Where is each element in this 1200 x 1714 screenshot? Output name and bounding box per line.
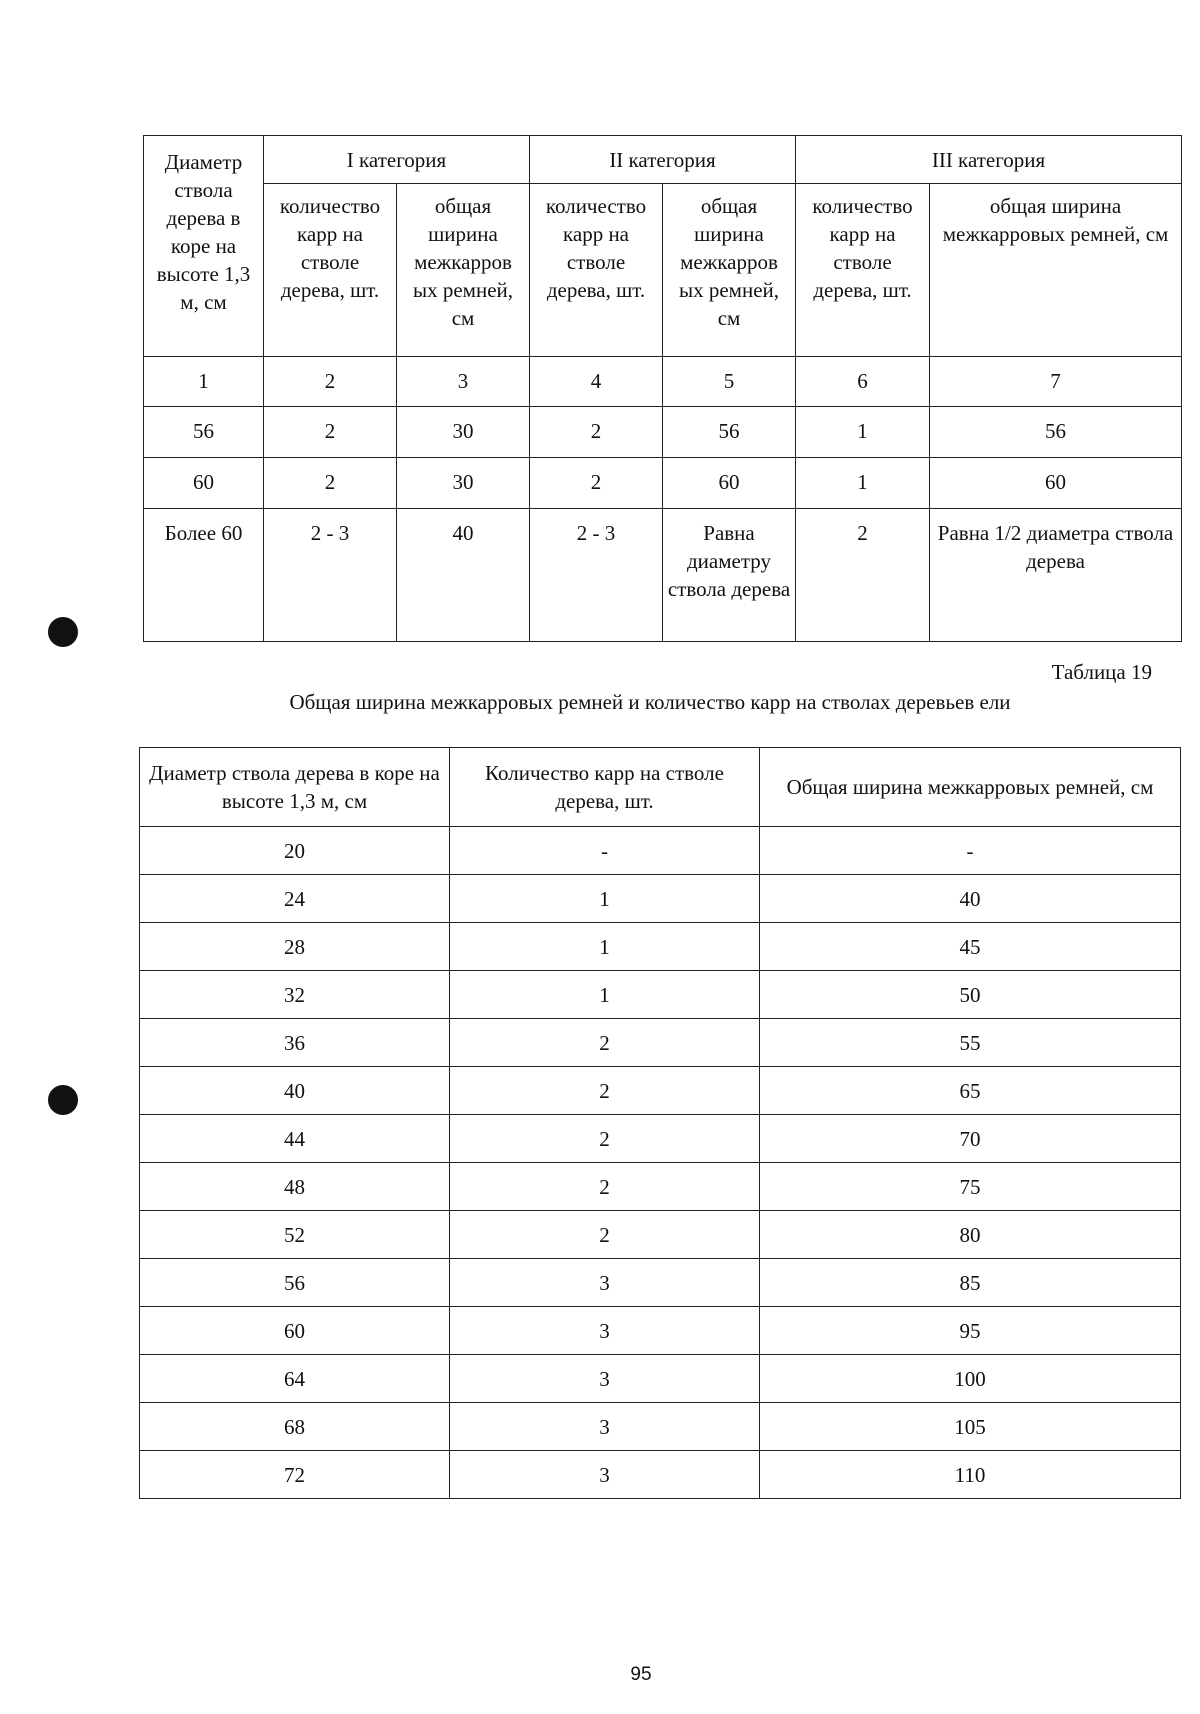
table-cell: 56	[144, 407, 264, 458]
table-cell: 1	[450, 875, 760, 923]
header-count: Количество карр на стволе дерева, шт.	[450, 748, 760, 827]
table-row	[140, 971, 1181, 1019]
table-title: Общая ширина межкарровых ремней и количество карр на стволах деревьев ели	[289, 690, 1011, 714]
header-sub: общая ширина межкарров ых ремней, см	[663, 184, 796, 357]
table-label: Таблица 19	[1051, 660, 1152, 684]
table-cell: 75	[760, 1163, 1181, 1211]
table-row	[140, 1259, 1181, 1307]
table-cell: 2	[530, 407, 663, 458]
table-cell: 72	[140, 1451, 450, 1499]
table-cell: 2	[450, 1211, 760, 1259]
table-row	[140, 1355, 1181, 1403]
table-cell: 105	[760, 1403, 1181, 1451]
table-cell: 3	[450, 1259, 760, 1307]
table-cell: 20	[140, 827, 450, 875]
table-cell: 60	[663, 458, 796, 509]
table-cell: 1	[450, 971, 760, 1019]
table-row	[140, 1451, 1181, 1499]
table-cell: 95	[760, 1307, 1181, 1355]
table-cell: 56	[930, 407, 1182, 458]
table-cell: 2	[530, 458, 663, 509]
table-cell: 3	[450, 1355, 760, 1403]
punch-hole	[48, 617, 78, 647]
table-cell: -	[450, 827, 760, 875]
table-cell: Более 60	[144, 509, 264, 642]
table-cell: 48	[140, 1163, 450, 1211]
column-number: 7	[930, 357, 1182, 407]
table-cell: 32	[140, 971, 450, 1019]
table-row	[140, 1115, 1181, 1163]
table-row	[144, 407, 1182, 458]
table-cell: 100	[760, 1355, 1181, 1403]
table-row	[140, 875, 1181, 923]
table-cell: 64	[140, 1355, 450, 1403]
table-cell: 40	[140, 1067, 450, 1115]
table-row	[144, 509, 1182, 642]
table-cell: 2	[450, 1163, 760, 1211]
table-row	[140, 1403, 1181, 1451]
table-cell: 24	[140, 875, 450, 923]
column-number: 1	[144, 357, 264, 407]
column-number: 5	[663, 357, 796, 407]
table-cell: -	[760, 827, 1181, 875]
header-diameter: Диаметр ствола дерева в коре на высоте 1,3 м, см	[144, 136, 264, 357]
punch-hole	[48, 1085, 78, 1115]
table-cell: 55	[760, 1019, 1181, 1067]
table-row	[140, 1019, 1181, 1067]
table-row	[140, 1067, 1181, 1115]
table-cell: 2	[796, 509, 930, 642]
table-cell: 3	[450, 1451, 760, 1499]
table-category-widths	[143, 135, 1182, 642]
column-number: 6	[796, 357, 930, 407]
table-cell: 2	[450, 1067, 760, 1115]
table-cell: 1	[796, 407, 930, 458]
table-spruce-widths	[139, 747, 1181, 1499]
table-cell: 30	[397, 407, 530, 458]
header-category-1: I категория	[264, 136, 530, 184]
table-cell: 44	[140, 1115, 450, 1163]
table-cell: 65	[760, 1067, 1181, 1115]
header-category-3: III категория	[796, 136, 1182, 184]
table-cell: Равна 1/2 диаметра ствола дерева	[930, 509, 1182, 642]
table-row	[140, 1211, 1181, 1259]
header-sub: количество карр на стволе дерева, шт.	[264, 184, 397, 357]
column-number: 4	[530, 357, 663, 407]
table-cell: 60	[144, 458, 264, 509]
table-cell: 70	[760, 1115, 1181, 1163]
header-width: Общая ширина межкарровых ремней, см	[760, 748, 1181, 827]
table-cell: 80	[760, 1211, 1181, 1259]
table-cell: 30	[397, 458, 530, 509]
header-diameter: Диаметр ствола дерева в коре на высоте 1,3 м, см	[140, 748, 450, 827]
table-cell: 60	[140, 1307, 450, 1355]
table-cell: 52	[140, 1211, 450, 1259]
header-sub: общая ширина межкарров ых ремней, см	[397, 184, 530, 357]
column-number: 2	[264, 357, 397, 407]
table-row	[140, 1163, 1181, 1211]
table-cell: 110	[760, 1451, 1181, 1499]
header-sub: количество карр на стволе дерева, шт.	[530, 184, 663, 357]
table-cell: 68	[140, 1403, 450, 1451]
header-category-2: II категория	[530, 136, 796, 184]
table-cell: 3	[450, 1307, 760, 1355]
table-cell: 2 - 3	[264, 509, 397, 642]
table-cell: 85	[760, 1259, 1181, 1307]
table-cell: 56	[663, 407, 796, 458]
table-row	[144, 458, 1182, 509]
table-cell: 2	[450, 1019, 760, 1067]
table-row	[140, 1307, 1181, 1355]
table-cell: 40	[397, 509, 530, 642]
table-cell: 2 - 3	[530, 509, 663, 642]
page-number: 95	[630, 1664, 652, 1685]
table-cell: 60	[930, 458, 1182, 509]
table-row	[140, 923, 1181, 971]
table-cell: 1	[450, 923, 760, 971]
table-cell: 2	[264, 407, 397, 458]
table-cell: 56	[140, 1259, 450, 1307]
table-cell: 28	[140, 923, 450, 971]
header-sub: общая ширина межкарровых ремней, см	[930, 184, 1182, 357]
table-cell: 1	[796, 458, 930, 509]
table-cell: 2	[450, 1115, 760, 1163]
table-cell: 50	[760, 971, 1181, 1019]
table-cell: 2	[264, 458, 397, 509]
table-row	[140, 827, 1181, 875]
column-number-row	[144, 357, 1182, 407]
table-cell: 3	[450, 1403, 760, 1451]
table-cell: Равна диаметру ствола дерева	[663, 509, 796, 642]
table-cell: 40	[760, 875, 1181, 923]
header-sub: количество карр на стволе дерева, шт.	[796, 184, 930, 357]
column-number: 3	[397, 357, 530, 407]
table-cell: 36	[140, 1019, 450, 1067]
table-cell: 45	[760, 923, 1181, 971]
